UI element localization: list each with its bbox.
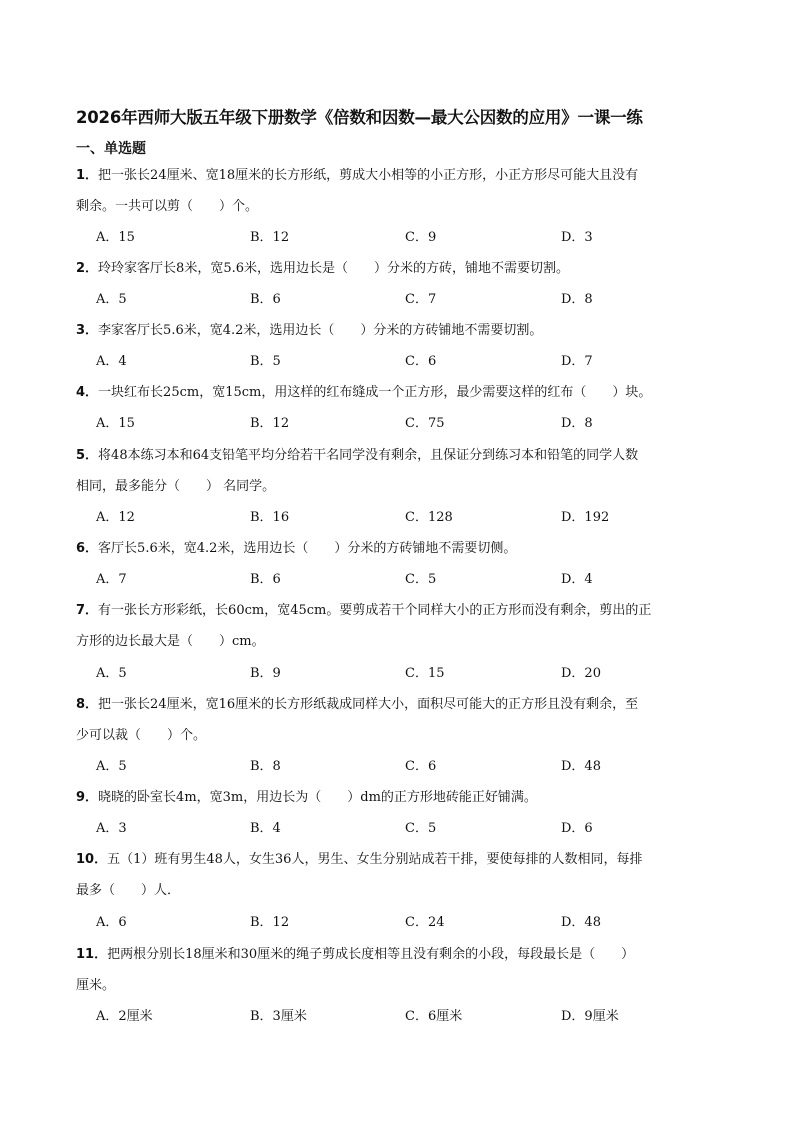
option-a: A．6	[96, 915, 127, 930]
option-c: C．5	[405, 572, 437, 587]
option-c: C．75	[405, 416, 445, 431]
question-3-options	[96, 352, 736, 372]
option-a: A．15	[96, 230, 135, 245]
option-b: B．12	[250, 416, 290, 431]
question-8-options	[96, 757, 736, 777]
option-a: A．7	[96, 572, 127, 587]
question-1-options	[96, 228, 736, 248]
option-b: B．4	[250, 821, 281, 836]
question-number: 1．	[76, 168, 99, 183]
option-c: C．6	[405, 354, 437, 369]
option-b: B．6	[250, 572, 281, 587]
question-text: 把一张长24厘米，宽16厘米的长方形纸裁成同样大小，面积尽可能大的正方形且没有剩余，至	[98, 697, 639, 712]
question-text: 最多（ ）人．	[76, 883, 181, 898]
question-5-options	[96, 508, 736, 528]
option-d: D．8	[561, 292, 593, 307]
question-10-options	[96, 913, 736, 933]
question-number: 5．	[76, 448, 99, 463]
option-c: C．5	[405, 821, 437, 836]
question-text: 把一张长24厘米、宽18厘米的长方形纸，剪成大小相等的小正方形，小正方形尽可能大且没有	[98, 168, 639, 183]
question-text: 李家客厅长5.6米，宽4.2米，选用边长（ ）分米的方砖铺地不需要切割。	[98, 323, 543, 338]
question-text: 客厅长5.6米，宽4.2米，选用边长（ ）分米的方砖铺地不需要切侧。	[98, 541, 517, 556]
question-text: 把两根分别长18厘米和30厘米的绳子剪成长度相等且没有剩余的小段，每段最长是（ ）	[107, 947, 635, 962]
question-number: 3．	[76, 323, 99, 338]
option-b: B．9	[250, 666, 281, 681]
option-d: D．4	[561, 572, 593, 587]
question-11-options	[96, 1007, 736, 1027]
question-text: 玲玲家客厅长8米，宽5.6米，选用边长是（ ）分米的方砖，铺地不需要切割。	[98, 261, 569, 276]
option-d: D．20	[561, 666, 601, 681]
question-number: 6．	[76, 541, 99, 556]
question-text: 晓晓的卧室长4m，宽3m，用边长为（ ）dm的正方形地砖能正好铺满。	[98, 790, 537, 805]
option-a: A．12	[96, 510, 135, 525]
question-11-line-2	[76, 976, 736, 996]
question-1-line-1	[76, 166, 736, 186]
option-d: D．48	[561, 759, 601, 774]
question-8-line-2	[76, 726, 736, 746]
question-text: 剩余。一共可以剪（ ）个。	[76, 199, 259, 214]
option-b: B．12	[250, 915, 290, 930]
option-a: A．4	[96, 354, 127, 369]
question-10-line-2	[76, 881, 736, 901]
option-d: D．8	[561, 416, 593, 431]
option-d: D．3	[561, 230, 593, 245]
question-2-line-1	[76, 259, 736, 279]
option-c: C．6厘米	[405, 1009, 463, 1024]
option-c: C．128	[405, 510, 453, 525]
question-11-line-1	[76, 945, 736, 965]
question-6-line-1	[76, 539, 736, 559]
option-d: D．192	[561, 510, 610, 525]
question-text: 少可以裁（ ）个。	[76, 728, 207, 743]
question-number: 10．	[76, 852, 108, 867]
option-b: B．5	[250, 354, 281, 369]
option-a: A．5	[96, 292, 127, 307]
option-d: D．6	[561, 821, 593, 836]
question-4-line-1	[76, 383, 736, 403]
question-2-options	[96, 290, 736, 310]
question-number: 7．	[76, 603, 99, 618]
question-5-line-1	[76, 446, 736, 466]
option-c: C．15	[405, 666, 445, 681]
question-7-options	[96, 664, 736, 684]
question-7-line-2	[76, 632, 736, 652]
question-text: 五（1）班有男生48人，女生36人，男生、女生分别站成若干排，要使每排的人数相同，每排	[107, 852, 643, 867]
option-a: A．15	[96, 416, 135, 431]
question-10-line-1	[76, 850, 736, 870]
question-text: 有一张长方形彩纸，长60cm，宽45cm。要剪成若干个同样大小的正方形而没有剩余，剪出的正	[98, 603, 652, 618]
option-d: D．7	[561, 354, 593, 369]
option-b: B．16	[250, 510, 290, 525]
question-text: 厘米。	[76, 978, 116, 993]
option-b: B．6	[250, 292, 281, 307]
option-c: C．7	[405, 292, 437, 307]
option-b: B．3厘米	[250, 1009, 307, 1024]
question-5-line-2	[76, 477, 736, 497]
question-text: 将48本练习本和64支铅笔平均分给若干名同学没有剩余，且保证分到练习本和铅笔的同学人数	[98, 448, 639, 463]
question-text: 方形的边长最大是（ ）cm。	[76, 634, 265, 649]
option-b: B．8	[250, 759, 281, 774]
question-number: 8．	[76, 697, 99, 712]
question-number: 2．	[76, 261, 99, 276]
question-number: 11．	[76, 947, 108, 962]
option-a: A．5	[96, 666, 127, 681]
option-b: B．12	[250, 230, 290, 245]
question-8-line-1	[76, 695, 736, 715]
option-a: A．2厘米	[96, 1009, 153, 1024]
option-c: C．6	[405, 759, 437, 774]
question-9-options	[96, 819, 736, 839]
question-text: 相同，最多能分（ ） 名同学。	[76, 479, 276, 494]
question-text: 一块红布长25cm，宽15cm，用这样的红布缝成一个正方形，最少需要这样的红布（ ）块。	[98, 385, 652, 400]
option-d: D．9厘米	[561, 1009, 619, 1024]
option-c: C．9	[405, 230, 437, 245]
question-3-line-1	[76, 321, 736, 341]
section-heading: 一、单选题	[76, 141, 146, 157]
question-number: 4．	[76, 385, 99, 400]
question-4-options	[96, 414, 736, 434]
option-a: A．3	[96, 821, 127, 836]
option-d: D．48	[561, 915, 601, 930]
option-c: C．24	[405, 915, 445, 930]
page-title: 2026年西师大版五年级下册数学《倍数和因数—最大公因数的应用》一课一练	[76, 108, 643, 127]
option-a: A．5	[96, 759, 127, 774]
question-number: 9．	[76, 790, 99, 805]
question-7-line-1	[76, 601, 736, 621]
question-1-line-2	[76, 197, 736, 217]
question-9-line-1	[76, 788, 736, 808]
question-6-options	[96, 570, 736, 590]
